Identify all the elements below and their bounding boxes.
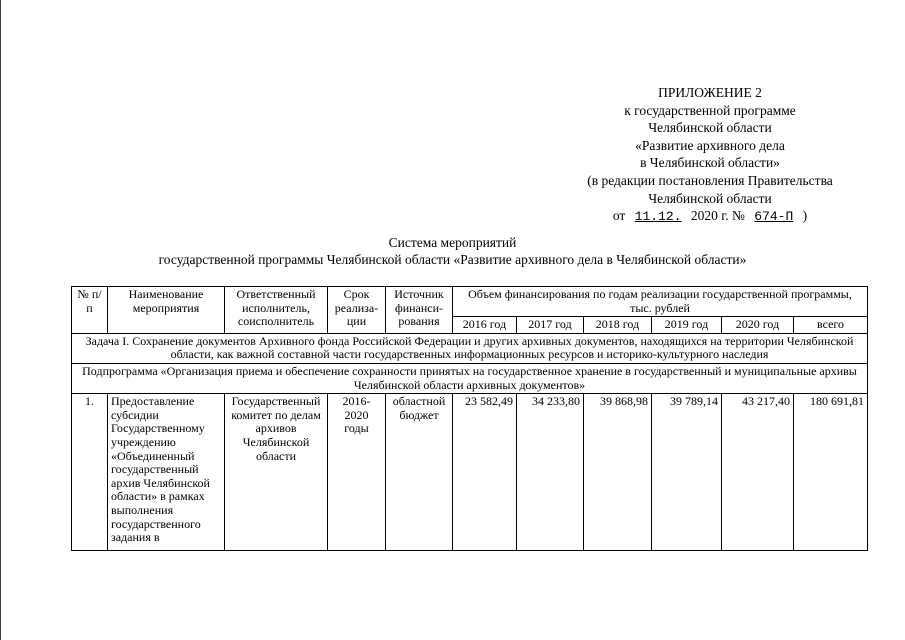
row-value-2019: 39 789,14 — [652, 394, 722, 551]
row-value-2018: 39 868,98 — [584, 394, 652, 551]
row-executor: Государственный комитет по делам архивов Челябинской области — [225, 394, 328, 551]
row-source: областной бюджет — [386, 394, 453, 551]
decree-date: 11.12. — [634, 209, 682, 225]
appendix-line: в Челябинской области» — [640, 155, 780, 171]
header-total: всего — [794, 317, 868, 334]
row-term: 2016-2020 годы — [328, 394, 386, 551]
measures-table — [71, 286, 868, 551]
row-value-total: 180 691,81 — [794, 394, 868, 551]
appendix-line: «Развитие архивного дела — [635, 137, 785, 153]
row-value-2020: 43 217,40 — [722, 394, 794, 551]
row-value-2017: 34 233,80 — [517, 394, 584, 551]
header-term: Срок реализа-ции — [328, 287, 386, 334]
document-title — [0, 234, 905, 268]
header-year: 2020 год — [722, 317, 794, 334]
header-year: 2018 год — [584, 317, 652, 334]
table-row — [72, 394, 868, 551]
appendix-line: Челябинской области — [648, 120, 772, 136]
appendix-heading: ПРИЛОЖЕНИЕ 2 — [658, 85, 762, 100]
page-edge — [0, 0, 1, 640]
header-year: 2019 год — [652, 317, 722, 334]
decree-date-line — [540, 207, 880, 226]
title-line-2: государственной программы Челябинской области «Развитие архивного дела в Челябинской области» — [158, 252, 747, 267]
header-name: Наименование мероприятия — [108, 287, 225, 334]
date-prefix: от — [612, 208, 626, 224]
task-row — [72, 333, 868, 363]
row-num: 1. — [72, 394, 108, 551]
header-funding: Объем финансирования по годам реализации государственной программы, тыс. рублей — [453, 287, 868, 317]
subprogram-text: Подпрограмма «Организация приема и обеспечение сохранности принятых на государственное хранение в государственный и муниципальные архивы Челябинской области архивных документов» — [72, 363, 868, 393]
date-close: ) — [802, 208, 808, 224]
header-executor: Ответственный исполнитель, соисполнитель — [225, 287, 328, 334]
row-value-2016: 23 582,49 — [453, 394, 517, 551]
appendix-line: Челябинской области — [648, 190, 772, 206]
subprogram-row — [72, 363, 868, 393]
row-name: Предоставление субсидии Государственному учреждению «Объединенный государственный архив Челябинской области» в рамках выполнения государственного задания в — [108, 394, 225, 551]
header-source: Источник финанси-рования — [386, 287, 453, 334]
appendix-block — [540, 84, 880, 226]
header-year: 2017 год — [517, 317, 584, 334]
date-year: 2020 г. № — [690, 208, 745, 224]
appendix-line: к государственной программе — [624, 102, 796, 118]
header-row — [72, 287, 868, 317]
header-num: № п/п — [72, 287, 108, 334]
decree-number: 674-П — [754, 209, 794, 225]
header-year: 2016 год — [453, 317, 517, 334]
task-text: Задача I. Сохранение документов Архивного фонда Российской Федерации и других архивных документов, находящихся на территории Челябинской области, как важной составной части государственных информационных ресурсов и историко-культурного наследия — [72, 333, 868, 363]
title-line-1: Система мероприятий — [388, 235, 517, 250]
appendix-line: (в редакции постановления Правительства — [587, 172, 833, 188]
